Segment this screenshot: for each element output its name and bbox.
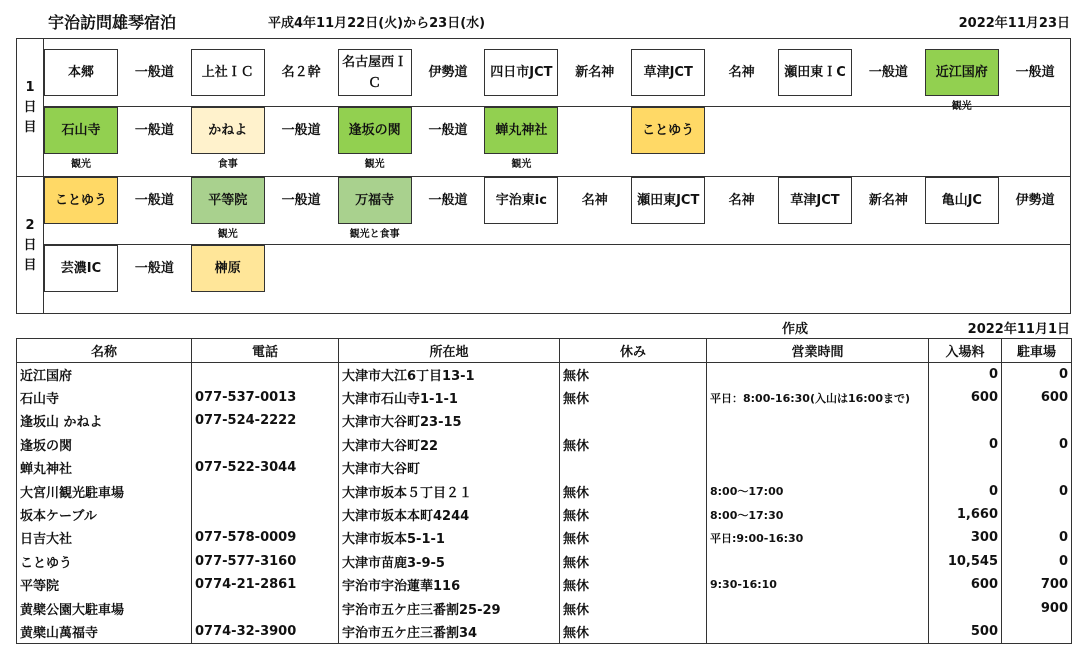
table-cell: 無休 — [560, 550, 707, 573]
route-road: 名神 — [581, 193, 608, 208]
route-stop: 近江国府 — [925, 49, 999, 96]
route-stop: 芸濃IC — [44, 245, 118, 292]
table-cell: 0 — [1002, 550, 1072, 573]
table-cell: 宇治市五ケ庄三番割34 — [339, 620, 560, 643]
table-cell: 0774-32-3900 — [192, 620, 339, 643]
table-cell: 無休 — [560, 573, 707, 596]
table-cell: 大津市大谷町 — [339, 456, 560, 479]
table-cell: 無休 — [560, 620, 707, 643]
table-cell — [707, 409, 929, 432]
table-cell: 700 — [1002, 573, 1072, 596]
table-cell — [707, 596, 929, 619]
table-cell: 0 — [1002, 433, 1072, 456]
route-stop: 平等院 — [191, 177, 265, 224]
column-header: 電話 — [192, 339, 339, 363]
table-cell: 無休 — [560, 386, 707, 409]
table-cell — [1002, 409, 1072, 432]
table-row — [17, 596, 1072, 619]
table-cell — [707, 363, 929, 386]
route-road: 一般道 — [134, 65, 174, 80]
route-road: 一般道 — [428, 123, 468, 138]
table-cell: 坂本ケーブル — [17, 503, 192, 526]
route-stop: 瀬田東JCT — [631, 177, 705, 224]
table-row — [17, 409, 1072, 432]
table-row — [17, 479, 1072, 502]
stop-note: 観光 — [511, 159, 532, 170]
table-cell: 9:30-16:10 — [707, 573, 929, 596]
table-cell: 無休 — [560, 363, 707, 386]
route-stop: 四日市JCT — [484, 49, 558, 96]
table-row — [17, 573, 1072, 596]
stop-note: 観光 — [71, 159, 91, 170]
table-row — [17, 386, 1072, 409]
table-cell: 600 — [1002, 386, 1072, 409]
route-road: 一般道 — [1015, 65, 1055, 80]
table-cell: 0 — [929, 433, 1002, 456]
table-cell: 077-578-0009 — [192, 526, 339, 549]
route-stop: 上社ＩＣ — [191, 49, 265, 96]
table-cell: 無休 — [560, 596, 707, 619]
table-row — [17, 503, 1072, 526]
table-cell: 0 — [1002, 526, 1072, 549]
table-cell: 逢坂の関 — [17, 433, 192, 456]
table-cell: 300 — [929, 526, 1002, 549]
table-cell: 0 — [929, 479, 1002, 502]
route-stop: 亀山JC — [925, 177, 999, 224]
table-cell: 0 — [1002, 479, 1072, 502]
table-cell — [1002, 456, 1072, 479]
table-cell: 500 — [929, 620, 1002, 643]
created-date: 2022年11月1日 — [967, 322, 1070, 337]
table-cell — [929, 456, 1002, 479]
facility-table — [16, 338, 1072, 644]
stop-note: 観光 — [217, 229, 238, 240]
print-date: 2022年11月23日 — [958, 16, 1070, 31]
route-road: 名神 — [728, 193, 755, 208]
table-cell: 蝉丸神社 — [17, 456, 192, 479]
table-cell: 077-577-3160 — [192, 550, 339, 573]
column-header: 所在地 — [339, 339, 560, 363]
table-cell: 平等院 — [17, 573, 192, 596]
table-cell — [192, 503, 339, 526]
table-cell: ことゆう — [17, 550, 192, 573]
column-header: 駐車場 — [1002, 339, 1072, 363]
table-cell: 8:00～17:00 — [707, 479, 929, 502]
route-road: 一般道 — [281, 123, 321, 138]
route-stop: 本郷 — [44, 49, 118, 96]
table-cell: 077-537-0013 — [192, 386, 339, 409]
route-stop: 石山寺 — [44, 107, 118, 154]
stop-note: 観光 — [951, 101, 972, 112]
table-cell — [560, 409, 707, 432]
route-stop: 名古屋西ＩＣ — [338, 49, 412, 96]
route-stop: 逢坂の関 — [338, 107, 412, 154]
stop-note: 食事 — [217, 159, 238, 170]
table-cell — [560, 456, 707, 479]
table-cell: 無休 — [560, 526, 707, 549]
table-cell: 900 — [1002, 596, 1072, 619]
table-cell: 1,660 — [929, 503, 1002, 526]
route-road: 伊勢道 — [1015, 193, 1055, 208]
route-stop: 草津JCT — [631, 49, 705, 96]
route-stop: 万福寺 — [338, 177, 412, 224]
table-cell: 600 — [929, 386, 1002, 409]
table-row — [17, 620, 1072, 643]
table-cell — [707, 433, 929, 456]
route-road: 一般道 — [428, 193, 468, 208]
day2-label: 2 日 目 — [23, 217, 37, 273]
table-cell: 077-522-3044 — [192, 456, 339, 479]
table-row — [17, 363, 1072, 386]
table-row — [17, 456, 1072, 479]
table-cell: 大津市大谷町22 — [339, 433, 560, 456]
route-stop: 宇治東ic — [484, 177, 558, 224]
table-cell: 600 — [929, 573, 1002, 596]
column-header: 休み — [560, 339, 707, 363]
route-stop: ことゆう — [631, 107, 705, 154]
table-cell — [707, 620, 929, 643]
trip-dates: 平成4年11月22日(火)から23日(水) — [268, 16, 486, 31]
table-cell: 大津市坂本本町4244 — [339, 503, 560, 526]
route-road: 名神 — [728, 65, 755, 80]
route-stop: 草津JCT — [778, 177, 852, 224]
table-cell — [929, 596, 1002, 619]
table-header-row — [17, 339, 1072, 363]
table-cell: 無休 — [560, 503, 707, 526]
table-cell: 大津市石山寺1-1-1 — [339, 386, 560, 409]
table-cell: 8:00～17:30 — [707, 503, 929, 526]
table-cell: 大宮川観光駐車場 — [17, 479, 192, 502]
table-cell: 日吉大社 — [17, 526, 192, 549]
table-cell: 10,545 — [929, 550, 1002, 573]
table-cell: 大津市坂本５丁目２１ — [339, 479, 560, 502]
table-cell: 0 — [929, 363, 1002, 386]
table-cell — [192, 479, 339, 502]
table-cell: 大津市苗鹿3-9-5 — [339, 550, 560, 573]
table-cell — [1002, 503, 1072, 526]
table-cell: 077-524-2222 — [192, 409, 339, 432]
route-stop: 瀬田東ＩC — [778, 49, 852, 96]
column-header: 名称 — [17, 339, 192, 363]
route-road: 名２幹 — [281, 65, 321, 80]
table-cell: 黄檗山萬福寺 — [17, 620, 192, 643]
table-cell: 大津市大谷町23-15 — [339, 409, 560, 432]
route-road: 新名神 — [575, 65, 615, 80]
table-cell: 黄檗公園大駐車場 — [17, 596, 192, 619]
table-cell: 逢坂山 かねよ — [17, 409, 192, 432]
route-road: 一般道 — [281, 193, 321, 208]
column-header: 営業時間 — [707, 339, 929, 363]
stop-note: 観光と食事 — [349, 229, 400, 240]
route-stop: ことゆう — [44, 177, 118, 224]
table-cell: 宇治市宇治蓮華116 — [339, 573, 560, 596]
table-cell — [1002, 620, 1072, 643]
table-cell: 平日：8:00-16:30(入山は16:00まで) — [707, 386, 929, 409]
column-header: 入場料 — [929, 339, 1002, 363]
table-cell — [707, 456, 929, 479]
table-cell — [192, 363, 339, 386]
route-road — [558, 107, 632, 154]
route-stop: 蝉丸神社 — [484, 107, 558, 154]
table-cell — [192, 596, 339, 619]
route-road: 新名神 — [868, 193, 908, 208]
route-road: 一般道 — [134, 193, 174, 208]
table-cell — [929, 409, 1002, 432]
table-cell: 近江国府 — [17, 363, 192, 386]
route-road: 一般道 — [134, 261, 174, 276]
route-stop: かねよ — [191, 107, 265, 154]
table-cell: 大津市坂本5-1-1 — [339, 526, 560, 549]
table-cell: 0774-21-2861 — [192, 573, 339, 596]
day1-label: 1 日 目 — [23, 79, 37, 135]
stop-note: 観光 — [364, 159, 385, 170]
table-cell: 大津市大江6丁目13-1 — [339, 363, 560, 386]
route-road: 伊勢道 — [428, 65, 468, 80]
table-cell — [707, 550, 929, 573]
created-label: 作成 — [782, 322, 809, 337]
table-cell: 平日:9:00-16:30 — [707, 526, 929, 549]
route-road: 一般道 — [868, 65, 908, 80]
table-row — [17, 433, 1072, 456]
table-cell — [192, 433, 339, 456]
route-road: 一般道 — [134, 123, 174, 138]
route-stop: 榊原 — [191, 245, 265, 292]
table-row — [17, 550, 1072, 573]
table-cell: 無休 — [560, 479, 707, 502]
table-cell: 宇治市五ケ庄三番割25-29 — [339, 596, 560, 619]
table-row — [17, 526, 1072, 549]
page-title: 宇治訪問雄琴宿泊 — [48, 13, 177, 32]
table-cell: 石山寺 — [17, 386, 192, 409]
table-cell: 0 — [1002, 363, 1072, 386]
table-cell: 無休 — [560, 433, 707, 456]
